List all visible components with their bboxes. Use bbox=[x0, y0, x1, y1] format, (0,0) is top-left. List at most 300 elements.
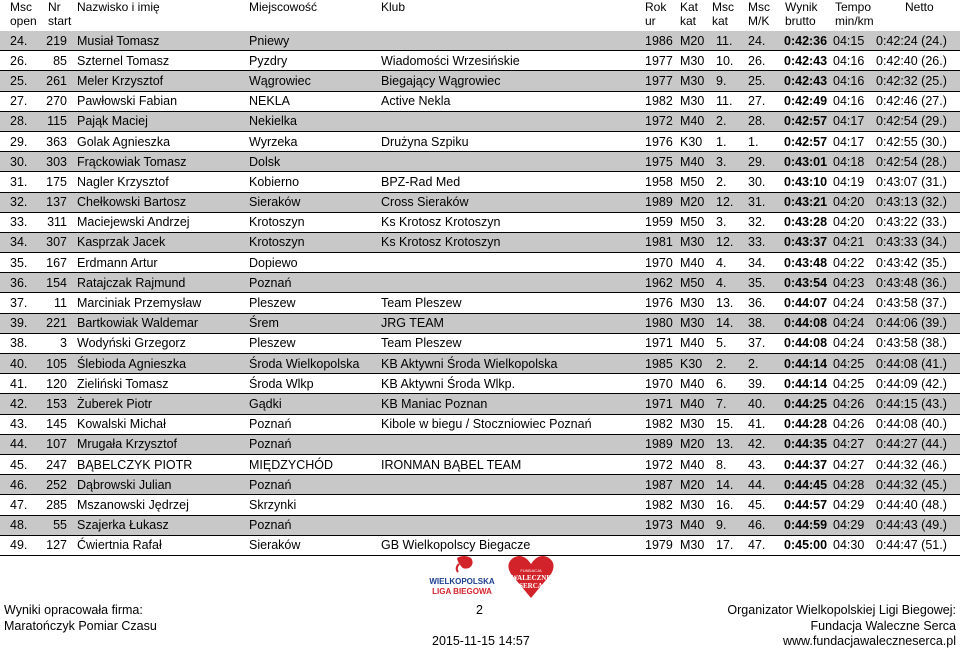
cell-club: Team Pleszew bbox=[380, 333, 644, 353]
cell-tempo: 04:20 bbox=[833, 192, 876, 212]
cell-name: Szajerka Łukasz bbox=[73, 515, 248, 535]
col-msc-kat-label-1: Msc bbox=[712, 0, 734, 14]
cell-city: Poznań bbox=[248, 414, 380, 434]
cell-category: M20 bbox=[680, 434, 716, 454]
cell-netto: 0:44:47 (51.) bbox=[876, 535, 960, 555]
cell-tempo: 04:26 bbox=[833, 414, 876, 434]
cell-club bbox=[380, 31, 644, 51]
cell-tempo: 04:20 bbox=[833, 212, 876, 232]
cell-category: M30 bbox=[680, 51, 716, 71]
cell-city: Pleszew bbox=[248, 333, 380, 353]
cell-netto: 0:43:48 (36.) bbox=[876, 273, 960, 293]
cell-year: 1962 bbox=[644, 273, 680, 293]
results-table bbox=[0, 31, 960, 556]
col-tempo-label-1: Tempo bbox=[835, 0, 872, 14]
cell-msc-open: 38. bbox=[0, 333, 41, 353]
col-msc-mk-label-1: Msc bbox=[748, 0, 770, 14]
cell-year: 1989 bbox=[644, 434, 680, 454]
cell-brutto: 0:43:28 bbox=[784, 212, 833, 232]
cell-nr-start: 175 bbox=[41, 172, 73, 192]
cell-tempo: 04:15 bbox=[833, 31, 876, 51]
cell-msc-cat: 12. bbox=[716, 232, 748, 252]
cell-msc-mk: 34. bbox=[748, 253, 784, 273]
cell-tempo: 04:25 bbox=[833, 374, 876, 394]
cell-club: Wiadomości Wrzesińskie bbox=[380, 51, 644, 71]
wielkopolska-liga-biegowa-logo bbox=[427, 554, 497, 598]
cell-city: Nekielka bbox=[248, 111, 380, 131]
cell-nr-start: 127 bbox=[41, 535, 73, 555]
cell-club: Team Pleszew bbox=[380, 293, 644, 313]
footer-organizer-link[interactable]: www.fundacjawaleczneserca.pl bbox=[782, 634, 956, 648]
cell-msc-cat: 14. bbox=[716, 475, 748, 495]
table-row bbox=[0, 232, 960, 252]
cell-city: Kobierno bbox=[248, 172, 380, 192]
cell-nr-start: 167 bbox=[41, 253, 73, 273]
cell-brutto: 0:43:37 bbox=[784, 232, 833, 252]
cell-msc-cat: 6. bbox=[716, 374, 748, 394]
cell-year: 1982 bbox=[644, 414, 680, 434]
cell-club bbox=[380, 253, 644, 273]
cell-nr-start: 55 bbox=[41, 515, 73, 535]
cell-netto: 0:42:55 (30.) bbox=[876, 131, 960, 151]
cell-nr-start: 261 bbox=[41, 71, 73, 91]
cell-msc-open: 44. bbox=[0, 434, 41, 454]
cell-year: 1977 bbox=[644, 51, 680, 71]
cell-year: 1982 bbox=[644, 91, 680, 111]
cell-club: Biegający Wągrowiec bbox=[380, 71, 644, 91]
cell-nr-start: 120 bbox=[41, 374, 73, 394]
cell-msc-cat: 11. bbox=[716, 31, 748, 51]
cell-tempo: 04:19 bbox=[833, 172, 876, 192]
cell-nr-start: 252 bbox=[41, 475, 73, 495]
col-netto-label: Netto bbox=[905, 0, 934, 14]
cell-year: 1989 bbox=[644, 192, 680, 212]
col-wynik-label-1: Wynik bbox=[785, 0, 818, 14]
cell-year: 1985 bbox=[644, 354, 680, 374]
cell-year: 1976 bbox=[644, 131, 680, 151]
cell-name: Mszanowski Jędrzej bbox=[73, 495, 248, 515]
sponsor-logos bbox=[0, 552, 960, 602]
cell-nr-start: 363 bbox=[41, 131, 73, 151]
cell-brutto: 0:42:36 bbox=[784, 31, 833, 51]
cell-nr-start: 221 bbox=[41, 313, 73, 333]
footer-page-number: 2 bbox=[476, 603, 483, 617]
cell-netto: 0:43:58 (38.) bbox=[876, 333, 960, 353]
cell-nr-start: 85 bbox=[41, 51, 73, 71]
cell-msc-open: 47. bbox=[0, 495, 41, 515]
col-kat-label-1: Kat bbox=[680, 0, 699, 14]
cell-year: 1971 bbox=[644, 394, 680, 414]
cell-msc-mk: 31. bbox=[748, 192, 784, 212]
cell-club bbox=[380, 495, 644, 515]
cell-brutto: 0:44:35 bbox=[784, 434, 833, 454]
cell-msc-open: 30. bbox=[0, 152, 41, 172]
cell-name: Zieliński Tomasz bbox=[73, 374, 248, 394]
cell-club: Drużyna Szpiku bbox=[380, 131, 644, 151]
cell-nr-start: 11 bbox=[41, 293, 73, 313]
cell-name: Ćwiertnia Rafał bbox=[73, 535, 248, 555]
cell-msc-cat: 15. bbox=[716, 414, 748, 434]
cell-netto: 0:42:46 (27.) bbox=[876, 91, 960, 111]
cell-netto: 0:43:13 (32.) bbox=[876, 192, 960, 212]
table-row bbox=[0, 394, 960, 414]
cell-club: BPZ-Rad Med bbox=[380, 172, 644, 192]
cell-msc-cat: 2. bbox=[716, 354, 748, 374]
cell-msc-mk: 39. bbox=[748, 374, 784, 394]
cell-name: Żuberek Piotr bbox=[73, 394, 248, 414]
cell-year: 1959 bbox=[644, 212, 680, 232]
cell-netto: 0:43:07 (31.) bbox=[876, 172, 960, 192]
cell-name: Golak Agnieszka bbox=[73, 131, 248, 151]
table-row bbox=[0, 495, 960, 515]
cell-msc-cat: 14. bbox=[716, 313, 748, 333]
cell-msc-open: 37. bbox=[0, 293, 41, 313]
cell-tempo: 04:23 bbox=[833, 273, 876, 293]
cell-category: K30 bbox=[680, 131, 716, 151]
cell-city: Skrzynki bbox=[248, 495, 380, 515]
cell-club: JRG TEAM bbox=[380, 313, 644, 333]
cell-city: Wągrowiec bbox=[248, 71, 380, 91]
cell-nr-start: 105 bbox=[41, 354, 73, 374]
table-row bbox=[0, 414, 960, 434]
cell-msc-mk: 42. bbox=[748, 434, 784, 454]
cell-tempo: 04:24 bbox=[833, 293, 876, 313]
cell-msc-mk: 40. bbox=[748, 394, 784, 414]
cell-name: Dąbrowski Julian bbox=[73, 475, 248, 495]
cell-name: Marciniak Przemysław bbox=[73, 293, 248, 313]
cell-club: GB Wielkopolscy Biegacze bbox=[380, 535, 644, 555]
cell-club: KB Aktywni Środa Wlkp. bbox=[380, 374, 644, 394]
cell-msc-open: 42. bbox=[0, 394, 41, 414]
cell-msc-cat: 13. bbox=[716, 293, 748, 313]
col-msc-kat-label-2: kat bbox=[712, 14, 729, 28]
cell-msc-mk: 43. bbox=[748, 454, 784, 474]
table-row bbox=[0, 131, 960, 151]
cell-year: 1971 bbox=[644, 333, 680, 353]
cell-brutto: 0:42:43 bbox=[784, 71, 833, 91]
cell-msc-mk: 47. bbox=[748, 535, 784, 555]
cell-msc-cat: 13. bbox=[716, 434, 748, 454]
cell-netto: 0:43:42 (35.) bbox=[876, 253, 960, 273]
cell-club: Ks Krotosz Krotoszyn bbox=[380, 212, 644, 232]
cell-city: Krotoszyn bbox=[248, 232, 380, 252]
cell-msc-open: 45. bbox=[0, 454, 41, 474]
cell-msc-cat: 7. bbox=[716, 394, 748, 414]
cell-name: Erdmann Artur bbox=[73, 253, 248, 273]
cell-city: Wyrzeka bbox=[248, 131, 380, 151]
cell-msc-cat: 5. bbox=[716, 333, 748, 353]
cell-tempo: 04:22 bbox=[833, 253, 876, 273]
cell-msc-mk: 45. bbox=[748, 495, 784, 515]
cell-name: BĄBELCZYK PIOTR bbox=[73, 454, 248, 474]
cell-city: Poznań bbox=[248, 515, 380, 535]
cell-year: 1972 bbox=[644, 454, 680, 474]
cell-msc-cat: 10. bbox=[716, 51, 748, 71]
cell-nr-start: 154 bbox=[41, 273, 73, 293]
cell-city: Śrem bbox=[248, 313, 380, 333]
cell-category: M50 bbox=[680, 172, 716, 192]
col-rok-label-2: ur bbox=[645, 14, 656, 28]
cell-brutto: 0:43:21 bbox=[784, 192, 833, 212]
cell-msc-open: 48. bbox=[0, 515, 41, 535]
cell-year: 1970 bbox=[644, 374, 680, 394]
cell-nr-start: 303 bbox=[41, 152, 73, 172]
cell-msc-open: 43. bbox=[0, 414, 41, 434]
serca-logo-line3: SERCA bbox=[519, 582, 543, 590]
footer-company-name: Maratończyk Pomiar Czasu bbox=[4, 619, 157, 633]
cell-msc-open: 36. bbox=[0, 273, 41, 293]
col-rok-label-1: Rok bbox=[645, 0, 667, 14]
cell-club: KB Maniac Poznan bbox=[380, 394, 644, 414]
cell-msc-open: 28. bbox=[0, 111, 41, 131]
cell-city: Poznań bbox=[248, 273, 380, 293]
cell-msc-cat: 8. bbox=[716, 454, 748, 474]
cell-tempo: 04:16 bbox=[833, 91, 876, 111]
cell-brutto: 0:44:57 bbox=[784, 495, 833, 515]
cell-category: M30 bbox=[680, 71, 716, 91]
cell-msc-mk: 2. bbox=[748, 354, 784, 374]
cell-msc-cat: 3. bbox=[716, 212, 748, 232]
cell-msc-open: 32. bbox=[0, 192, 41, 212]
cell-msc-mk: 32. bbox=[748, 212, 784, 232]
cell-category: M50 bbox=[680, 212, 716, 232]
table-row bbox=[0, 475, 960, 495]
table-row bbox=[0, 273, 960, 293]
cell-city: Poznań bbox=[248, 475, 380, 495]
cell-category: M30 bbox=[680, 495, 716, 515]
col-msc-open-label-1: Msc bbox=[10, 0, 32, 14]
cell-msc-cat: 3. bbox=[716, 152, 748, 172]
cell-club: KB Aktywni Środa Wielkopolska bbox=[380, 354, 644, 374]
cell-year: 1973 bbox=[644, 515, 680, 535]
cell-brutto: 0:42:57 bbox=[784, 131, 833, 151]
cell-netto: 0:44:32 (45.) bbox=[876, 475, 960, 495]
cell-msc-mk: 1. bbox=[748, 131, 784, 151]
cell-category: M30 bbox=[680, 414, 716, 434]
table-row bbox=[0, 152, 960, 172]
cell-club bbox=[380, 152, 644, 172]
cell-name: Pawłowski Fabian bbox=[73, 91, 248, 111]
cell-name: Maciejewski Andrzej bbox=[73, 212, 248, 232]
cell-category: M20 bbox=[680, 31, 716, 51]
cell-club bbox=[380, 111, 644, 131]
cell-category: M50 bbox=[680, 273, 716, 293]
cell-club bbox=[380, 515, 644, 535]
cell-msc-cat: 12. bbox=[716, 192, 748, 212]
liga-logo-line2: LIGA BIEGOWA bbox=[432, 587, 492, 596]
cell-msc-cat: 11. bbox=[716, 91, 748, 111]
cell-year: 1970 bbox=[644, 253, 680, 273]
cell-category: M40 bbox=[680, 394, 716, 414]
cell-name: Pająk Maciej bbox=[73, 111, 248, 131]
table-row bbox=[0, 91, 960, 111]
cell-brutto: 0:43:48 bbox=[784, 253, 833, 273]
cell-netto: 0:44:43 (49.) bbox=[876, 515, 960, 535]
cell-tempo: 04:17 bbox=[833, 131, 876, 151]
cell-netto: 0:44:40 (48.) bbox=[876, 495, 960, 515]
cell-brutto: 0:42:49 bbox=[784, 91, 833, 111]
cell-city: MIĘDZYCHÓD bbox=[248, 454, 380, 474]
cell-msc-mk: 25. bbox=[748, 71, 784, 91]
cell-netto: 0:43:58 (37.) bbox=[876, 293, 960, 313]
footer-organizer-label: Organizator Wielkopolskiej Ligi Biegowej: bbox=[727, 603, 956, 617]
cell-msc-mk: 24. bbox=[748, 31, 784, 51]
cell-tempo: 04:27 bbox=[833, 454, 876, 474]
cell-year: 1977 bbox=[644, 71, 680, 91]
cell-name: Kasprzak Jacek bbox=[73, 232, 248, 252]
cell-msc-mk: 33. bbox=[748, 232, 784, 252]
cell-brutto: 0:44:14 bbox=[784, 374, 833, 394]
col-club-label: Klub bbox=[381, 0, 406, 14]
cell-msc-open: 24. bbox=[0, 31, 41, 51]
cell-year: 1958 bbox=[644, 172, 680, 192]
cell-tempo: 04:24 bbox=[833, 333, 876, 353]
table-row bbox=[0, 172, 960, 192]
cell-city: NEKLA bbox=[248, 91, 380, 111]
cell-club: IRONMAN BĄBEL TEAM bbox=[380, 454, 644, 474]
cell-category: M30 bbox=[680, 91, 716, 111]
table-row bbox=[0, 71, 960, 91]
cell-msc-cat: 9. bbox=[716, 515, 748, 535]
cell-category: M20 bbox=[680, 475, 716, 495]
cell-nr-start: 137 bbox=[41, 192, 73, 212]
cell-msc-open: 33. bbox=[0, 212, 41, 232]
cell-nr-start: 219 bbox=[41, 31, 73, 51]
col-nr-label-1: Nr bbox=[48, 0, 61, 14]
cell-nr-start: 270 bbox=[41, 91, 73, 111]
cell-msc-mk: 35. bbox=[748, 273, 784, 293]
cell-nr-start: 115 bbox=[41, 111, 73, 131]
cell-tempo: 04:26 bbox=[833, 394, 876, 414]
cell-club: Active Nekla bbox=[380, 91, 644, 111]
cell-year: 1976 bbox=[644, 293, 680, 313]
cell-year: 1987 bbox=[644, 475, 680, 495]
cell-year: 1980 bbox=[644, 313, 680, 333]
cell-msc-mk: 26. bbox=[748, 51, 784, 71]
col-nr-label-2: start bbox=[48, 14, 72, 28]
cell-year: 1979 bbox=[644, 535, 680, 555]
cell-msc-mk: 46. bbox=[748, 515, 784, 535]
cell-msc-open: 29. bbox=[0, 131, 41, 151]
col-tempo-label-2: min/km bbox=[835, 14, 874, 28]
cell-msc-open: 39. bbox=[0, 313, 41, 333]
serca-logo-line2: WALECZNE bbox=[510, 574, 552, 582]
cell-category: M40 bbox=[680, 253, 716, 273]
cell-msc-open: 35. bbox=[0, 253, 41, 273]
cell-name: Chełkowski Bartosz bbox=[73, 192, 248, 212]
cell-nr-start: 3 bbox=[41, 333, 73, 353]
cell-msc-open: 40. bbox=[0, 354, 41, 374]
cell-msc-cat: 4. bbox=[716, 253, 748, 273]
cell-brutto: 0:44:25 bbox=[784, 394, 833, 414]
cell-tempo: 04:21 bbox=[833, 232, 876, 252]
cell-brutto: 0:44:07 bbox=[784, 293, 833, 313]
cell-netto: 0:44:15 (43.) bbox=[876, 394, 960, 414]
results-body bbox=[0, 31, 960, 555]
cell-city: Krotoszyn bbox=[248, 212, 380, 232]
table-row bbox=[0, 253, 960, 273]
cell-club bbox=[380, 273, 644, 293]
cell-msc-mk: 28. bbox=[748, 111, 784, 131]
cell-nr-start: 145 bbox=[41, 414, 73, 434]
cell-netto: 0:42:24 (24.) bbox=[876, 31, 960, 51]
col-city-label: Miejscowość bbox=[249, 0, 318, 14]
cell-name: Bartkowiak Waldemar bbox=[73, 313, 248, 333]
cell-msc-open: 25. bbox=[0, 71, 41, 91]
cell-netto: 0:43:33 (34.) bbox=[876, 232, 960, 252]
cell-netto: 0:44:32 (46.) bbox=[876, 454, 960, 474]
cell-msc-mk: 41. bbox=[748, 414, 784, 434]
cell-category: K30 bbox=[680, 354, 716, 374]
table-row bbox=[0, 374, 960, 394]
cell-tempo: 04:30 bbox=[833, 535, 876, 555]
cell-netto: 0:43:22 (33.) bbox=[876, 212, 960, 232]
cell-brutto: 0:42:57 bbox=[784, 111, 833, 131]
cell-category: M40 bbox=[680, 454, 716, 474]
cell-msc-cat: 16. bbox=[716, 495, 748, 515]
cell-tempo: 04:16 bbox=[833, 71, 876, 91]
cell-netto: 0:44:09 (42.) bbox=[876, 374, 960, 394]
cell-brutto: 0:42:43 bbox=[784, 51, 833, 71]
cell-name: Szternel Tomasz bbox=[73, 51, 248, 71]
cell-nr-start: 247 bbox=[41, 454, 73, 474]
cell-tempo: 04:24 bbox=[833, 313, 876, 333]
cell-netto: 0:42:32 (25.) bbox=[876, 71, 960, 91]
table-header bbox=[0, 0, 960, 30]
cell-msc-open: 34. bbox=[0, 232, 41, 252]
cell-category: M40 bbox=[680, 374, 716, 394]
cell-brutto: 0:44:14 bbox=[784, 354, 833, 374]
cell-year: 1986 bbox=[644, 31, 680, 51]
cell-netto: 0:44:06 (39.) bbox=[876, 313, 960, 333]
cell-category: M30 bbox=[680, 293, 716, 313]
cell-msc-cat: 17. bbox=[716, 535, 748, 555]
table-row bbox=[0, 434, 960, 454]
cell-msc-open: 41. bbox=[0, 374, 41, 394]
cell-tempo: 04:29 bbox=[833, 515, 876, 535]
table-row bbox=[0, 293, 960, 313]
cell-msc-cat: 9. bbox=[716, 71, 748, 91]
cell-brutto: 0:45:00 bbox=[784, 535, 833, 555]
cell-year: 1981 bbox=[644, 232, 680, 252]
cell-city: Pleszew bbox=[248, 293, 380, 313]
cell-brutto: 0:44:08 bbox=[784, 313, 833, 333]
cell-club bbox=[380, 475, 644, 495]
cell-category: M30 bbox=[680, 535, 716, 555]
footer-organizer-name: Fundacja Waleczne Serca bbox=[810, 619, 956, 633]
cell-brutto: 0:44:28 bbox=[784, 414, 833, 434]
cell-msc-open: 46. bbox=[0, 475, 41, 495]
cell-year: 1972 bbox=[644, 111, 680, 131]
cell-tempo: 04:28 bbox=[833, 475, 876, 495]
table-row bbox=[0, 111, 960, 131]
cell-msc-open: 27. bbox=[0, 91, 41, 111]
cell-category: M30 bbox=[680, 232, 716, 252]
cell-msc-cat: 2. bbox=[716, 111, 748, 131]
cell-name: Ratajczak Rajmund bbox=[73, 273, 248, 293]
cell-tempo: 04:29 bbox=[833, 495, 876, 515]
cell-msc-mk: 44. bbox=[748, 475, 784, 495]
cell-msc-cat: 1. bbox=[716, 131, 748, 151]
table-row bbox=[0, 51, 960, 71]
cell-tempo: 04:18 bbox=[833, 152, 876, 172]
table-row bbox=[0, 192, 960, 212]
col-kat-label-2: kat bbox=[680, 14, 697, 28]
table-row bbox=[0, 515, 960, 535]
cell-tempo: 04:16 bbox=[833, 51, 876, 71]
footer-datetime: 2015-11-15 14:57 bbox=[432, 634, 530, 648]
cell-msc-mk: 29. bbox=[748, 152, 784, 172]
